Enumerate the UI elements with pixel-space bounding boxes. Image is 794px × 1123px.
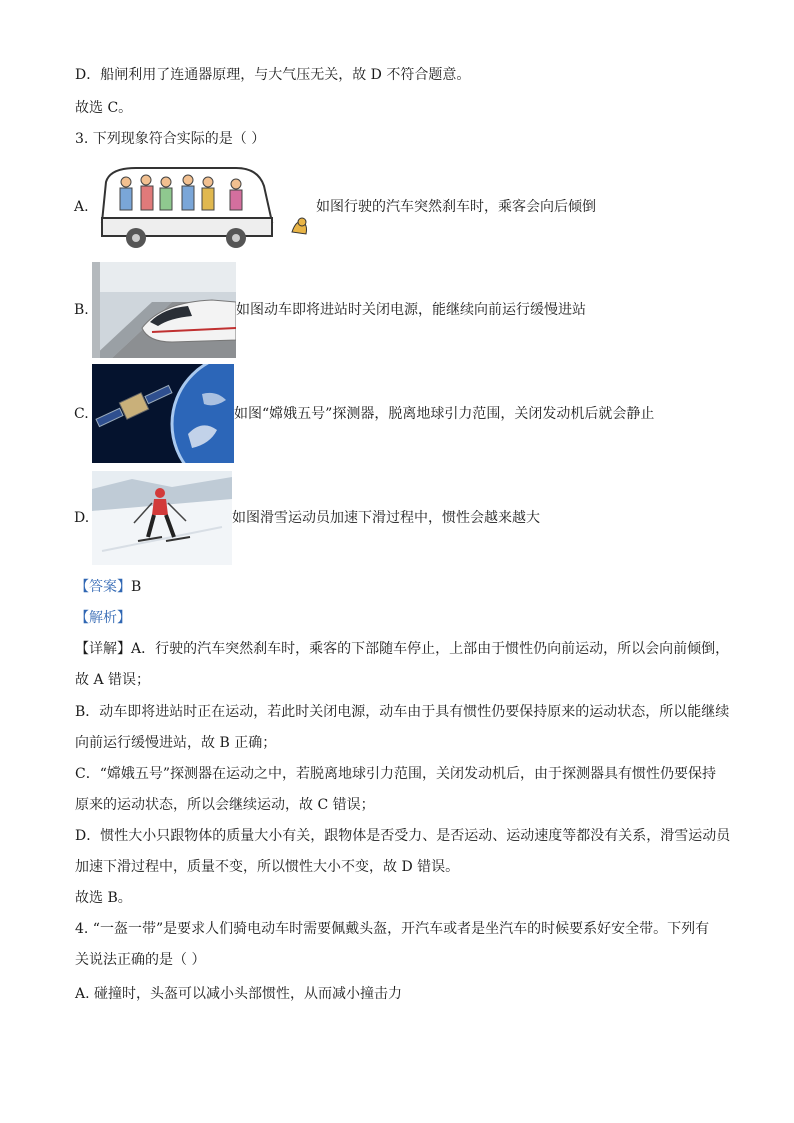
option-b-text: 如图动车即将进站时关闭电源，能继续向前运行缓慢进站 (236, 302, 586, 318)
text-line: 故选 B。 (75, 890, 132, 906)
text-line: 向前运行缓慢进站，故 B 正确； (75, 735, 277, 751)
text-line: 故 A 错误； (75, 672, 151, 688)
option-c-label: C. (74, 406, 89, 422)
text-line: D．船闸利用了连通器原理，与大气压无关，故 D 不符合题意。 (75, 67, 471, 83)
text-line: D．惯性大小只跟物体的质量大小有关，跟物体是否受力、是否运动、运动速度等都没有关系，滑雪运动员 (75, 828, 731, 844)
skier-photo (92, 471, 232, 565)
text-line: C．“嫦娥五号”探测器在运动之中，若脱离地球引力范围，关闭发动机后，由于探测器具有惯性仍要保持 (75, 766, 717, 782)
text-line: 故选 C。 (75, 100, 133, 116)
text-line: 加速下滑过程中，质量不变，所以惯性大小不变，故 D 错误。 (75, 859, 460, 875)
option-d-text: 如图滑雪运动员加速下滑过程中，惯性会越来越大 (232, 510, 540, 526)
question-4-option-a: A. 碰撞时，头盔可以减小头部惯性，从而减小撞击力 (75, 986, 403, 1002)
answer-value: B (131, 579, 142, 595)
text-line: 原来的运动状态，所以会继续运动，故 C 错误； (75, 797, 375, 813)
detail-text: A．行驶的汽车突然刹车时，乘客的下部随车停止，上部由于惯性仍向前运动，所以会向前倾倒， (131, 641, 730, 657)
option-c-text: 如图“嫦娥五号”探测器，脱离地球引力范围，关闭发动机后就会静止 (234, 406, 655, 422)
detail-line (75, 639, 729, 659)
option-d-label: D. (74, 510, 90, 526)
answer-line (75, 577, 141, 597)
question-4-stem-cont: 关说法正确的是（ ） (75, 952, 206, 968)
bullet-train-photo (92, 262, 236, 358)
question-3-stem: 3. 下列现象符合实际的是（ ） (75, 131, 266, 147)
option-a-text: 如图行驶的汽车突然刹车时，乘客会向后倾倒 (316, 199, 596, 215)
text-line: B．动车即将进站时正在运动，若此时关闭电源，动车由于具有惯性仍要保持原来的运动状态，所以能继续 (75, 704, 730, 720)
space-probe-photo (92, 364, 234, 463)
detail-tag: 【详解】 (75, 641, 131, 657)
option-a-label: A. (74, 199, 89, 215)
bus-illustration (96, 162, 312, 250)
answer-tag: 【答案】 (75, 579, 131, 595)
analysis-tag: 【解析】 (75, 610, 131, 626)
option-b-label: B. (74, 302, 89, 318)
question-4-stem: 4. “一盔一带”是要求人们骑电动车时需要佩戴头盔，开汽车或者是坐汽车的时候要系好安全带。下列有 (75, 921, 710, 937)
